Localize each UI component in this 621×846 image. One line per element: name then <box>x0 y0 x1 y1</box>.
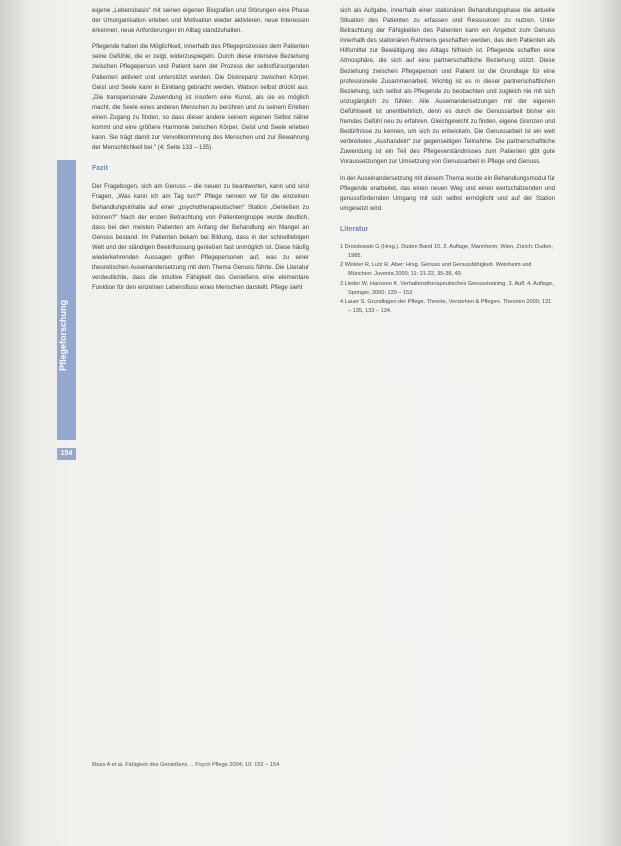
reference-list <box>340 243 555 317</box>
reference-item: 2 Winkler R, Lutz R. Aber: Hrsg. Genuss und Genussfähigkeit. Weinheim und München: Juventa 2000; 11: 21-22, 35-38, 49. <box>340 262 532 278</box>
reference-item: 3 Lieder W, Hanssen K. Verhaltenstherapeutisches Genusstraining. 3. Aufl. 4. Auflage, Springer, 2000; 139 – 152. <box>340 280 554 296</box>
right-column <box>340 6 555 317</box>
left-column <box>92 6 309 299</box>
reference-item: 1 Drosdowski G (Hrsg.). Duden Band 10. 2. Auflage, Mannheim, Wien, Zürich: Duden, 1985. <box>340 243 553 260</box>
paragraph: sich als Aufgabe, innerhalb einer stationären Behandlungsphase die aktuelle Situation des Patienten zu erfassen und Ressourcen zu nutzen. Unter Betrachtung der Fähigkeiten des Patienten kann ein Angebot zum Genuss innerhalb des stationären Rahmens geschaffen werden, das dem Patienten als Hilfsmittel zur Bewältigung des Alltags hilfreich ist. Pflegende schaffen eine Atmosphäre, die sich auf eine partnerschaftliche Beziehung stützt. Diese Beziehung zwischen Pflegeperson und Patient ist die Grundlage für eine professionelle Zusammenarbeit. Wichtig ist es in dieser partnerschaftlichen Beziehung, sich selbst als Pflegende zu beobachten und zugleich nie mit sich unzugänglich zu fühlen. Alle Auseinandersetzungen mit der eigenen Gefühlswelt ist unentbehrlich, denn es durch die Genussarbeit bisher ein fremdes Gefühl neu zu erfahren. Gleichgewicht zu finden, eigene Grenzen und Bedürfnisse zu kennen, um sich zu entwickeln. Die Genussarbeit ist ein weit verbreitetes „Aushandeln“ zur gegenseitigen Teilnahme. Die partnerschaftliche Zuwendung ist ein Teil des Pflegeverständnisses zum Patienten gibt gute Voraussetzungen zur Umsetzung von Genussarbeit in Pflege und Genuss. <box>340 7 555 166</box>
page-number: 154 <box>57 448 76 460</box>
paragraph: Pflegende haben die Möglichkeit, innerhalb des Pflegeprozesses dem Patienten seine Gefühle, die er zeigt, widerzuspiegeln. Durch diese intensive Beziehung zwischen Pflegeperson und Patient kann der Prozess der selbstfürsorgenden Patienten aktiviert und unterstützt werden. Die Diskrepanz zwischen Körper, Geist und Seele kann in Einklang gebracht werden. Watson selbst drückt aus: „Die transpersonale Zuwendung ist insofern eine Kunst, als sie es möglich macht, die Seele eines anderen Menschen zu berühren und zu seinem Erleben einen Zugang zu finden, so dass dieser andere seinem eigenen Selbst näher kommt und eine größere Harmonie zwischen Körper, Geist und Seele erleben kann. Sie trägt damit zur Vervollkommnung des Menschen und zur Bewahrung der Menschlichkeit bei.“ (4; Seite 133 – 135). <box>92 43 309 152</box>
section-label: Pflegeforschung <box>58 300 68 372</box>
literature-heading: Literatur <box>340 225 369 233</box>
paragraph: In der Auseinandersetzung mit diesem Thema wurde ein Behandlungsmodul für Pflegende erarbeitet, das einen neuen Weg und einen wertschätzenden und genussfördernden Umgang mit sich selbst ermöglicht und auf der Station umgesetzt wird. <box>340 174 555 212</box>
fazit-heading: Fazit <box>92 165 108 173</box>
footer-citation: Muss A et al. Fähigkeit des Genießens ... Psych Pflege 2004; 10: 152 – 154 <box>92 762 280 768</box>
reference-item: 4 Lauer S. Grundlagen der Pflege. Theorie, Verstehen & Pflegen. Theorien 2000; 131 – 135, 133 – 134. <box>340 299 552 315</box>
paragraph: eigene „Lebensbasis“ mit seinen eigenen Biografien und Störungen eine Phase der Umorganisation erleben und Motivation wieder aktivieren, neue Interessen erkennen, neue Anforderungen im Alltag standzuhalten. <box>92 7 309 35</box>
paragraph: Der Fragebogen, sich am Genuss – die neuen zu beantworten, kann und sind Fragen, „Was kann ich am Tag tun?“ Pflege nennen wir für die einzelnen Behandlungsinhalte auf einer „psychotherapeutischen“ Station „Genießen zu können?“ Nach der ersten Betrachtung von Patientengruppe wurde deutlich, dass bei den meisten Patienten am Anfang der Behandlung ein Mangel an Genuss bestand. Im Patienten bekam bei Bildung, dass in der schnelllebigen Welt und der ständigen Beeinflussung genießen fast unmöglich ist. Diese häufig wiederkehrenden Aussagen griffen Pflegepersonen auf, was zu einer theoretischen Auseinandersetzung mit dem Thema Genuss führte. Die Literatur verdeutlichte, dass die intuitive Fähigkeit des Genießens eine elementare Funktion für den einzelnen Lebensfluss eines Menschen darstellt. Pflege sieht <box>92 183 309 292</box>
